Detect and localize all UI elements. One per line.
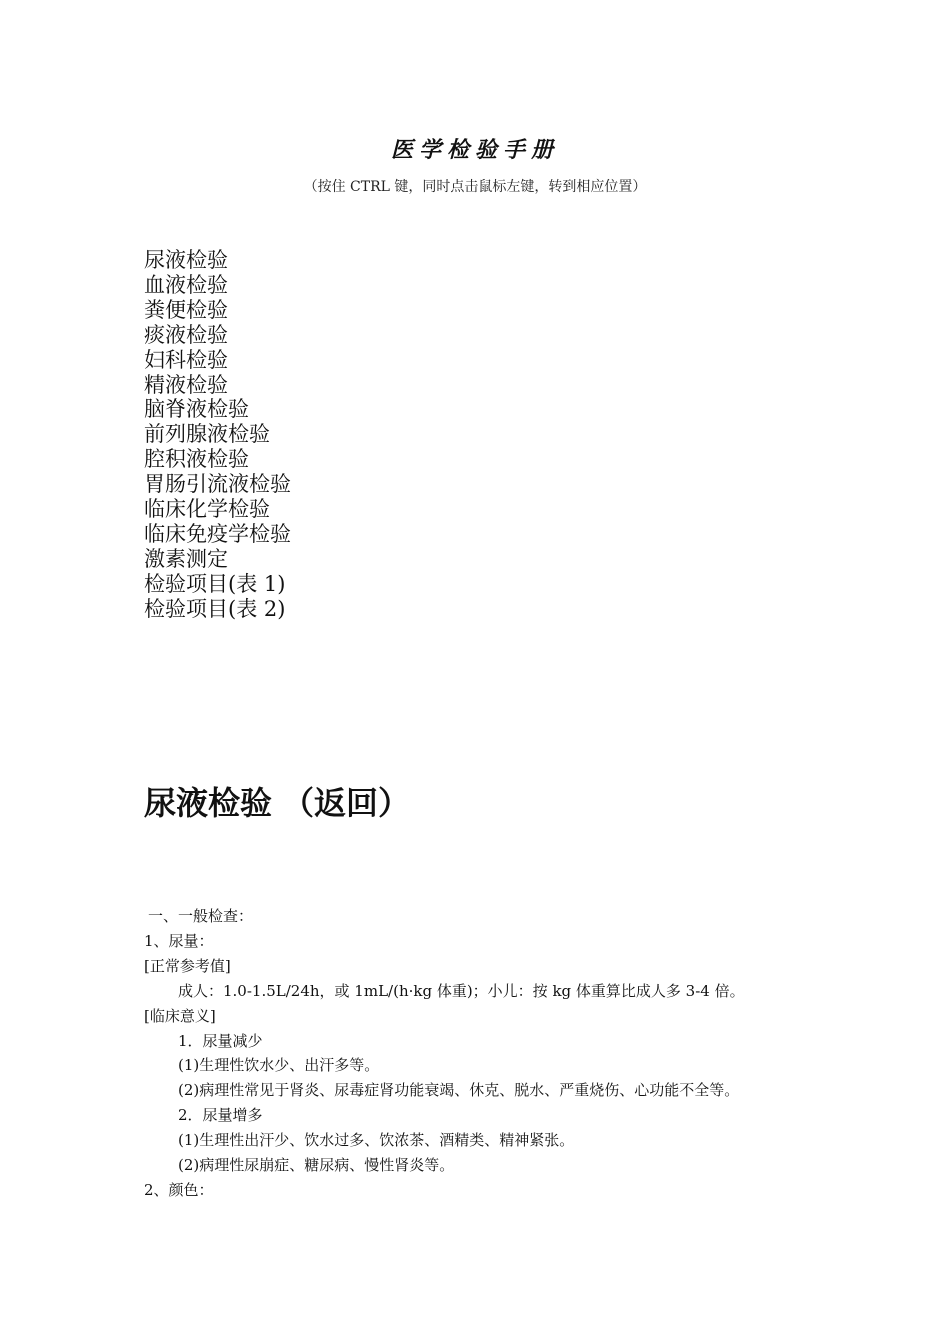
content-line: (1)生理性出汗少、饮水过多、饮浓茶、酒精类、精神紧张。 [178,1131,575,1150]
toc-item[interactable] [144,298,291,323]
toc-link-gynecology[interactable]: 妇科检验 [144,347,228,372]
toc-item[interactable] [144,522,291,547]
document-subtitle: （按住 CTRL 键，同时点击鼠标左键，转到相应位置） [303,179,647,195]
document-title: 医学检验手册 [390,137,559,163]
toc-link-items-table-1[interactable]: 检验项目(表 1) [144,571,286,596]
toc-item[interactable] [144,472,291,497]
content-line: [正常参考值] [144,956,231,975]
toc-item[interactable] [144,323,291,348]
toc-item[interactable] [144,422,291,447]
content-line: 2、颜色： [144,1180,214,1199]
content-line: [临床意义] [144,1006,216,1025]
toc-link-sputum[interactable]: 痰液检验 [144,322,228,347]
section-content [144,904,844,1203]
table-of-contents [144,248,291,622]
toc-item[interactable] [144,397,291,422]
toc-link-stool[interactable]: 粪便检验 [144,297,228,322]
toc-link-hormones[interactable]: 激素测定 [144,546,228,571]
toc-item[interactable] [144,497,291,522]
content-line: (1)生理性饮水少、出汗多等。 [178,1056,380,1075]
toc-link-effusion[interactable]: 腔积液检验 [144,447,249,472]
toc-link-clinical-chemistry[interactable]: 临床化学检验 [144,497,270,522]
toc-link-blood[interactable]: 血液检验 [144,272,228,297]
content-line: 1．尿量减少 [178,1031,263,1050]
section-heading [144,778,410,824]
content-line: 1、尿量： [144,931,214,950]
toc-link-csf[interactable]: 脑脊液检验 [144,397,249,422]
toc-link-gi-drainage[interactable]: 胃肠引流液检验 [144,472,291,497]
toc-item[interactable] [144,547,291,572]
toc-link-urine[interactable]: 尿液检验 [144,248,228,272]
toc-link-prostatic-fluid[interactable]: 前列腺液检验 [144,422,270,447]
toc-item[interactable] [144,273,291,298]
toc-item[interactable] [144,373,291,398]
content-line: 一、一般检查： [148,907,254,925]
toc-item[interactable] [144,572,291,597]
section-title: 尿液检验 [144,784,273,822]
toc-item[interactable] [144,447,291,472]
content-line: (2)病理性常见于肾炎、尿毒症肾功能衰竭、休克、脱水、严重烧伤、心功能不全等。 [178,1081,740,1100]
content-line: 成人：1.0-1.5L/24h，或 1mL/(h·kg 体重)；小儿：按 kg 体重算比成人多 3-4 倍。 [178,981,745,1000]
toc-item[interactable] [144,597,291,622]
toc-item[interactable] [144,248,291,273]
toc-link-items-table-2[interactable]: 检验项目(表 2) [144,596,286,621]
back-link[interactable]: （返回） [282,784,411,822]
toc-link-clinical-immunology[interactable]: 临床免疫学检验 [144,521,291,546]
toc-item[interactable] [144,348,291,373]
toc-link-semen[interactable]: 精液检验 [144,372,228,397]
content-line: (2)病理性尿崩症、糖尿病、慢性肾炎等。 [178,1156,455,1175]
content-line: 2．尿量增多 [178,1106,263,1125]
